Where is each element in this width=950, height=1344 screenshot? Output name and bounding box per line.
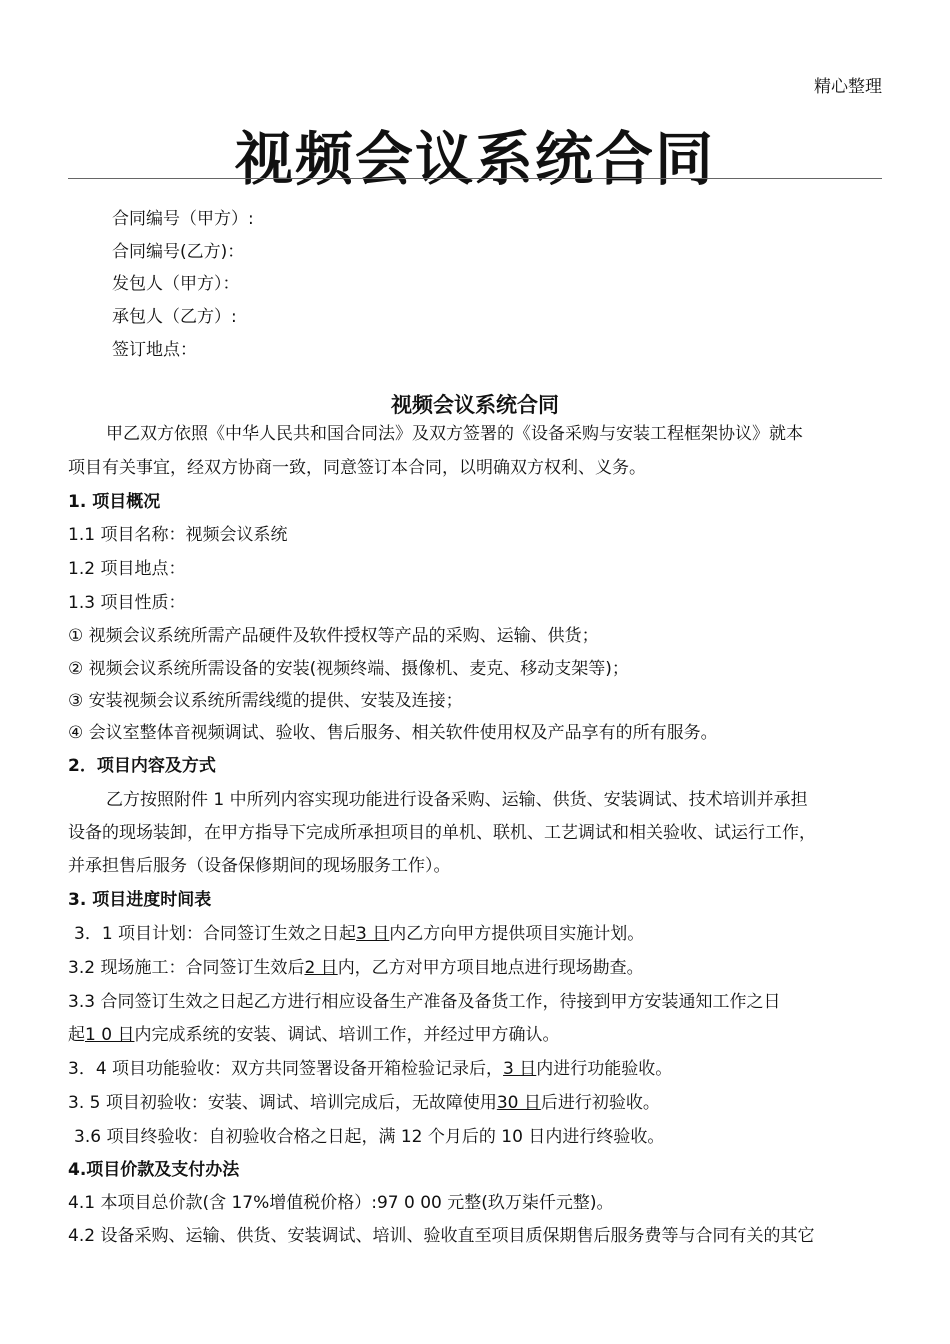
schedule-item-2 <box>68 953 644 978</box>
party-b-label: 承包人（乙方）: <box>112 307 237 327</box>
schedule-item-3-tail: 内完成系统的安装、调试、培训工作，并经过甲方确认。 <box>134 1025 560 1045</box>
intro-line-1: 甲乙双方依照《中华人民共和国合同法》及双方签署的《设备采购与安装工程框架协议》就本 <box>106 424 803 444</box>
section-1-item-2: 1.2 项目地点： <box>68 559 186 579</box>
scope-item-4: ④ 会议室整体音视频调试、验收、售后服务、相关软件使用权及产品享有的所有服务。 <box>68 723 718 743</box>
schedule-item-2-tail: 内，乙方对甲方项目地点进行现场勘查。 <box>337 958 644 978</box>
schedule-item-5-tail: 后进行初验收。 <box>540 1093 660 1113</box>
price-item-1: 4.1 本项目总价款(含 17%增值税价格）:97 0 00 元整(玖万柒仟元整)。 <box>68 1193 614 1213</box>
contract-number-party-b: 合同编号(乙方)： <box>112 242 245 262</box>
sign-place-label: 签订地点： <box>112 340 197 360</box>
section-3-heading: 3. 项目进度时间表 <box>68 890 212 910</box>
schedule-item-4-tail: 内进行功能验收。 <box>536 1059 673 1079</box>
section-2-line-2: 设备的现场装卸，在甲方指导下完成所承担项目的单机、联机、工艺调试和相关验收、试运行工作， <box>68 823 816 843</box>
schedule-item-5-text: 3. 5 项目初验收：安装、调试、培训完成后，无故障使用 <box>68 1093 497 1113</box>
schedule-item-3-days: 1 0 日 <box>85 1025 135 1045</box>
document-title: 视频会议系统合同 <box>234 125 715 193</box>
watermark-text: 精心整理 <box>814 77 882 97</box>
section-2-line-3: 并承担售后服务（设备保修期间的现场服务工作）。 <box>68 856 451 876</box>
section-4-heading: 4.项目价款及支付办法 <box>68 1160 240 1180</box>
schedule-item-4-text: 3．4 项目功能验收：双方共同签署设备开箱检验记录后， <box>68 1059 504 1079</box>
price-item-2: 4.2 设备采购、运输、供货、安装调试、培训、验收直至项目质保期售后服务费等与合同有关的其它 <box>68 1226 815 1246</box>
schedule-item-1-text: 3．1 项目计划：合同签订生效之日起 <box>74 924 357 944</box>
schedule-item-5-days: 30 日 <box>496 1093 541 1113</box>
schedule-item-4 <box>68 1054 672 1079</box>
section-2-line-1: 乙方按照附件 1 中所列内容实现功能进行设备采购、运输、供货、安装调试、技术培训并承担 <box>106 790 808 810</box>
schedule-item-1 <box>74 919 644 944</box>
title-divider <box>68 178 882 179</box>
intro-line-2: 项目有关事宜，经双方协商一致，同意签订本合同，以明确双方权利、义务。 <box>68 458 646 478</box>
schedule-item-3-text: 起 <box>68 1025 85 1045</box>
party-a-label: 发包人（甲方）： <box>112 274 240 294</box>
contract-number-party-a: 合同编号（甲方）: <box>112 209 254 229</box>
schedule-item-5 <box>68 1088 660 1113</box>
schedule-item-2-days: 2 日 <box>304 958 338 978</box>
schedule-item-4-days: 3 日 <box>503 1059 537 1079</box>
schedule-item-1-days: 3 日 <box>356 924 390 944</box>
schedule-item-6: 3.6 项目终验收：自初验收合格之日起，满 12 个月后的 10 日内进行终验收。 <box>74 1127 665 1147</box>
schedule-item-2-text: 3.2 现场施工：合同签订生效后 <box>68 958 305 978</box>
scope-item-3: ③ 安装视频会议系统所需线缆的提供、安装及连接； <box>68 691 463 711</box>
scope-item-1: ① 视频会议系统所需产品硬件及软件授权等产品的采购、运输、供货； <box>68 626 599 646</box>
section-1-item-1: 1.1 项目名称：视频会议系统 <box>68 525 288 545</box>
contract-subtitle: 视频会议系统合同 <box>391 393 559 417</box>
schedule-item-3-line-1: 3.3 合同签订生效之日起乙方进行相应设备生产准备及备货工作，待接到甲方安装通知工作之日 <box>68 992 781 1012</box>
section-1-item-3: 1.3 项目性质： <box>68 593 186 613</box>
schedule-item-1-tail: 内乙方向甲方提供项目实施计划。 <box>389 924 645 944</box>
section-1-heading: 1. 项目概况 <box>68 492 161 512</box>
section-2-heading: 2．项目内容及方式 <box>68 756 216 776</box>
schedule-item-3-line-2 <box>68 1020 559 1045</box>
scope-item-2: ② 视频会议系统所需设备的安装(视频终端、摄像机、麦克、移动支架等)； <box>68 659 629 679</box>
